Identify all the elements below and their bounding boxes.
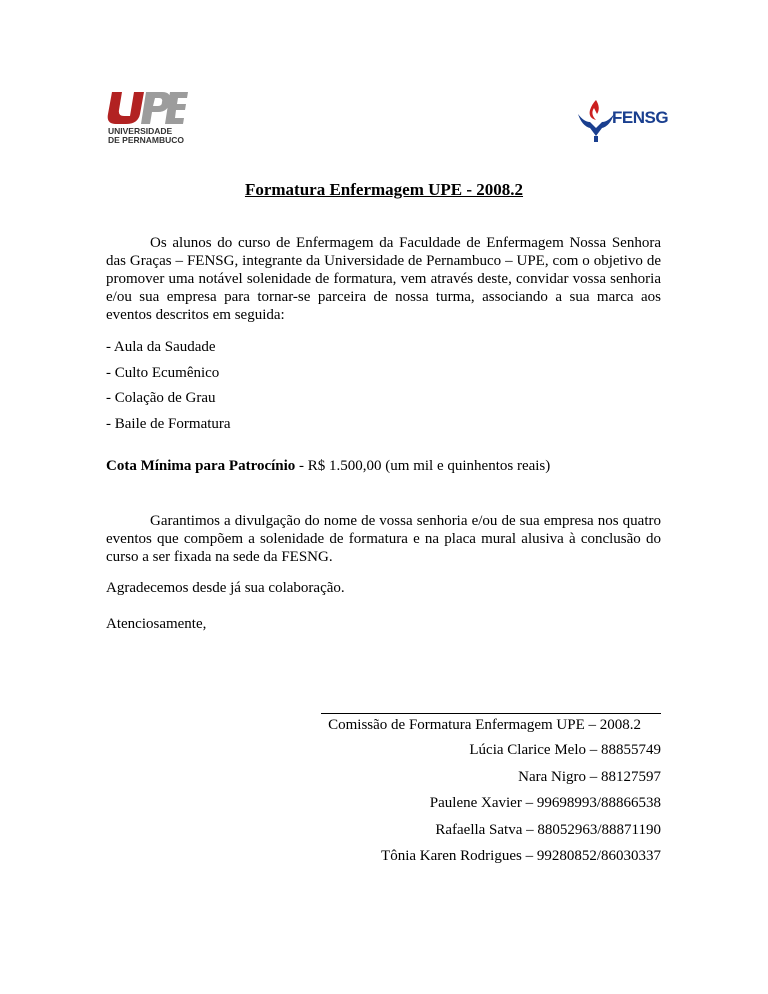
member-signature: Rafaella Satva – 88052963/88871190 (435, 822, 661, 838)
committee-name: Comissão de Formatura Enfermagem UPE – 2008.2 (328, 717, 641, 733)
signature-line (321, 713, 661, 714)
guarantee-paragraph-text: Garantimos a divulgação do nome de vossa senhoria e/ou de sua empresa nos quatro eventos que compõem a solenidade de formatura e na placa mural alusiva à conclusão do curso a ser fixada na sede da FESNG. (106, 513, 661, 565)
upe-logo-line1: UNIVERSIDADE (108, 126, 173, 136)
document-title: Formatura Enfermagem UPE - 2008.2 (244, 180, 524, 199)
member-signature: Paulene Xavier – 99698993/88866538 (429, 795, 661, 811)
event-item: - Culto Ecumênico (106, 365, 220, 381)
intro-paragraph-text: Os alunos do curso de Enfermagem da Faculdade de Enfermagem Nossa Senhora das Graças – FENSG, integrante da Universidade de Pernambuco – UPE, com o objetivo de promover uma notável solenidade de formatura, vem através deste, convidar vossa senhoria e/ou sua empresa para tornar-se parceira de nossa turma, associando a sua marca aos eventos descritos em seguida: (106, 235, 661, 323)
event-item: - Aula da Saudade (106, 339, 216, 355)
upe-logo (106, 90, 190, 146)
sponsorship-quota-label: Cota Mínima para Patrocínio (106, 458, 296, 474)
event-item: - Baile de Formatura (106, 416, 231, 432)
upe-logo-line2: DE PERNAMBUCO (108, 135, 185, 145)
regards-line: Atenciosamente, (106, 616, 207, 632)
member-signature: Lúcia Clarice Melo – 88855749 (469, 742, 661, 758)
sponsorship-quota (106, 458, 550, 475)
fensg-logo-text: FENSG (612, 108, 669, 127)
member-signature: Nara Nigro – 88127597 (518, 769, 661, 785)
sponsorship-quota-value: - R$ 1.500,00 (um mil e quinhentos reais) (295, 458, 551, 474)
upe-logo-graphic (106, 90, 190, 146)
event-item: - Colação de Grau (106, 390, 216, 406)
intro-paragraph (106, 234, 661, 324)
guarantee-paragraph (106, 512, 661, 566)
fensg-emblem-icon (576, 98, 616, 144)
member-signature: Tônia Karen Rodrigues – 99280852/86030337 (381, 848, 661, 864)
thanks-line: Agradecemos desde já sua colaboração. (106, 580, 345, 596)
fensg-logo (576, 98, 669, 144)
